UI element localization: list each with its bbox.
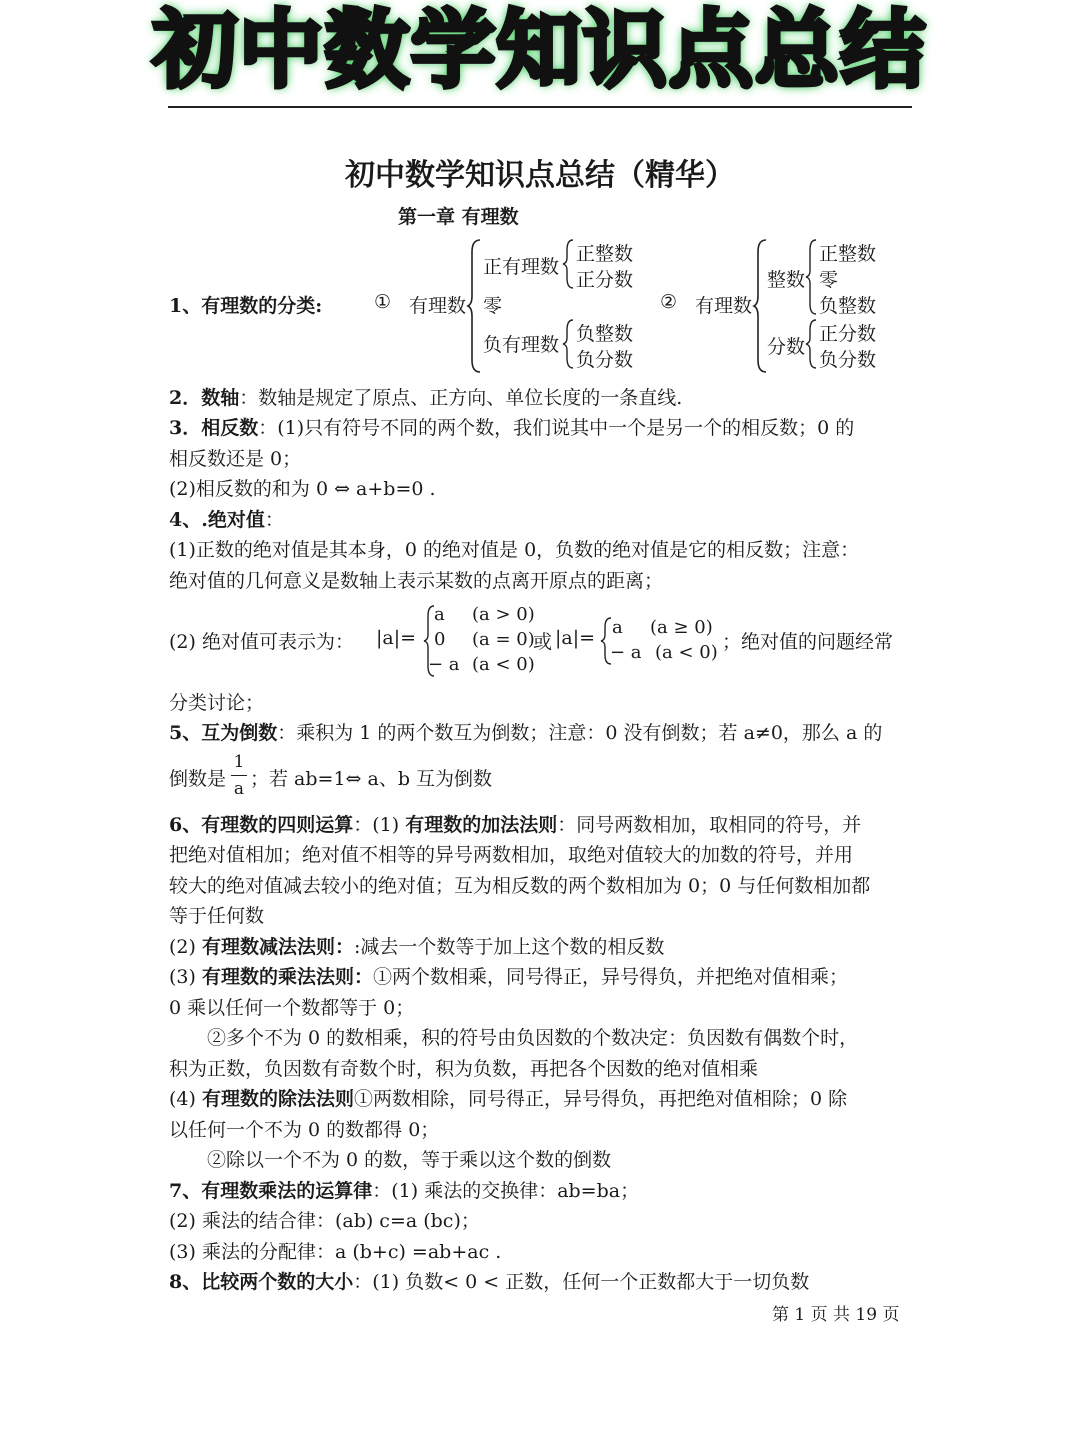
item-6-k: 以任何一个不为 0 的数都得 0；	[169, 1119, 440, 1141]
abs-expr-1: |a|=	[376, 627, 417, 649]
tree1-pos-int: 正整数	[576, 243, 634, 265]
item-6-l: ②除以一个不为 0 的数，等于乘以这个数的倒数	[207, 1149, 612, 1171]
tree2-int-neg: 负整数	[819, 295, 877, 317]
multiplication-rule	[169, 964, 848, 990]
item-5	[169, 720, 882, 746]
subtraction-text: :减去一个数等于加上这个数的相反数	[353, 936, 665, 958]
abs-s1-val: a	[612, 617, 623, 638]
item-2	[169, 385, 682, 411]
tree1-brace	[468, 238, 482, 374]
item-4-d: 分类讨论；	[169, 692, 265, 714]
abs-prefix: (2) 绝对值可表示为：	[169, 631, 354, 653]
item-7-heading: 7、有理数乘法的运算律	[169, 1180, 373, 1202]
item-6	[169, 812, 861, 838]
item-5-text: ：乘积为 1 的两个数互为倒数；注意：0 没有倒数；若 a≠0，那么 a 的	[277, 722, 883, 744]
reciprocal-prefix: 倒数是	[169, 768, 227, 790]
tree2-fraction: 分数	[767, 336, 806, 358]
item-6-text: ：同号两数相加，取相同的符号，并	[557, 814, 862, 836]
fraction-bar	[231, 775, 247, 776]
abs-suffix: ；绝对值的问题经常	[722, 631, 894, 653]
item-6-sep: ：(1)	[353, 814, 406, 836]
reciprocal-denominator: a	[233, 779, 245, 799]
subtraction-number: (2)	[169, 936, 202, 958]
tree1-pos-frac: 正分数	[576, 269, 634, 291]
abs-r3-val: − a	[428, 654, 460, 675]
abs-s1-cond: (a ≥ 0)	[650, 617, 713, 638]
tree2-frac-pos: 正分数	[819, 323, 877, 345]
subtraction-rule	[169, 934, 664, 960]
banner-title: 初中数学知识点总结	[152, 1, 927, 99]
item-3-text: ：(1)只有符号不同的两个数，我们说其中一个是另一个的相反数；0 的	[258, 417, 855, 439]
item-3-sum: (2)相反数的和为 0 ⇔ a+b=0 .	[169, 478, 436, 500]
tree1-neg-brace	[563, 318, 575, 370]
item-6-g: 0 乘以任何一个数都等于 0；	[169, 997, 415, 1019]
item-3	[169, 415, 854, 441]
item-5-heading: 5、互为倒数	[169, 722, 278, 744]
document-title: 初中数学知识点总结（精华）	[345, 158, 735, 193]
item-6-d: 等于任何数	[169, 905, 265, 927]
item-3-cont: 相反数还是 0；	[169, 448, 302, 470]
item-6-h: ②多个不为 0 的数相乘，积的符号由负因数的个数决定：负因数有偶数个时，	[207, 1027, 859, 1049]
tree1-neg-int: 负整数	[576, 323, 634, 345]
circle-one: ①	[374, 291, 392, 313]
divider	[168, 106, 912, 108]
tree1-neg-frac: 负分数	[576, 349, 634, 371]
tree2-integer: 整数	[767, 269, 806, 291]
abs-r2-cond: (a = 0)	[472, 629, 535, 650]
item-7-text: ：(1) 乘法的交换律：ab=ba；	[372, 1180, 640, 1202]
division-number: (4)	[169, 1088, 202, 1110]
abs-r2-val: 0	[434, 629, 446, 650]
tree1-pos-brace	[563, 238, 575, 290]
item-8	[169, 1269, 809, 1295]
reciprocal-suffix: ；若 ab=1⇔ a、b 互为倒数	[250, 768, 493, 790]
reciprocal-numerator: 1	[233, 752, 245, 772]
multiplication-text: ①两个数相乘，同号得正，异号得负，并把绝对值相乘；	[372, 966, 848, 988]
tree1-root: 有理数	[409, 295, 467, 317]
tree2-root: 有理数	[695, 295, 753, 317]
item-6-b: 把绝对值相加；绝对值不相等的异号两数相加，取绝对值较大的加数的符号，并用	[169, 844, 854, 866]
tree1-zero: 零	[483, 295, 503, 317]
abs-r3-cond: (a < 0)	[472, 654, 535, 675]
item-4	[169, 507, 284, 533]
tree2-frac-brace	[806, 318, 818, 370]
division-rule	[169, 1086, 847, 1112]
division-text: ①两数相除，同号得正，异号得负，再把绝对值相除；0 除	[353, 1088, 848, 1110]
multiplication-number: (3)	[169, 966, 202, 988]
tree2-frac-neg: 负分数	[819, 349, 877, 371]
item-7-b: (2) 乘法的结合律：(ab) c=a (bc)；	[169, 1210, 480, 1232]
item-3-heading: 3．相反数	[169, 417, 259, 439]
chapter-heading: 第一章 有理数	[398, 206, 519, 228]
classify-label: 1、有理数的分类:	[169, 295, 323, 317]
circle-two: ②	[660, 291, 678, 313]
item-6-i: 积为正数，负因数有奇数个时，积为负数，再把各个因数的绝对值相乘	[169, 1058, 759, 1080]
item-6-c: 较大的绝对值减去较小的绝对值；互为相反数的两个数相加为 0；0 与任何数相加都	[169, 875, 871, 897]
item-8-text: ：(1) 负数< 0 < 正数，任何一个正数都大于一切负数	[353, 1271, 810, 1293]
item-4-a: (1)正数的绝对值是其本身，0 的绝对值是 0，负数的绝对值是它的相反数；注意：	[169, 539, 860, 561]
tree1-negative: 负有理数	[483, 334, 560, 356]
item-4-colon: ：	[264, 509, 284, 531]
item-4-heading: 4、.绝对值	[169, 509, 265, 531]
abs-expr-2: |a|=	[555, 627, 596, 649]
page-footer: 第 1 页 共 19 页	[772, 1305, 900, 1325]
item-2-text: ：数轴是规定了原点、正方向、单位长度的一条直线.	[239, 387, 683, 409]
item-4-b: 绝对值的几何意义是数轴上表示某数的点离开原点的距离；	[169, 570, 664, 592]
item-2-heading: 2．数轴	[169, 387, 240, 409]
subtraction-heading: 有理数减法法则：	[201, 936, 354, 958]
abs-r1-cond: (a > 0)	[472, 604, 535, 625]
division-heading: 有理数的除法法则	[201, 1088, 354, 1110]
tree2-int-pos: 正整数	[819, 243, 877, 265]
tree2-int-zero: 零	[819, 269, 839, 291]
tree2-int-brace	[806, 238, 818, 316]
tree2-brace	[754, 238, 768, 374]
abs-s2-cond: (a < 0)	[655, 642, 718, 663]
banner	[0, 0, 1080, 100]
multiplication-heading: 有理数的乘法法则：	[201, 966, 373, 988]
item-6-heading: 6、有理数的四则运算	[169, 814, 354, 836]
item-7	[169, 1178, 639, 1204]
item-7-c: (3) 乘法的分配律：a (b+c) =ab+ac .	[169, 1241, 502, 1263]
tree1-positive: 正有理数	[483, 256, 560, 278]
abs-s2-val: − a	[610, 642, 642, 663]
item-8-heading: 8、比较两个数的大小	[169, 1271, 354, 1293]
addition-rule-heading: 有理数的加法法则	[405, 814, 558, 836]
abs-or: 或	[533, 631, 553, 653]
abs-r1-val: a	[434, 604, 445, 625]
